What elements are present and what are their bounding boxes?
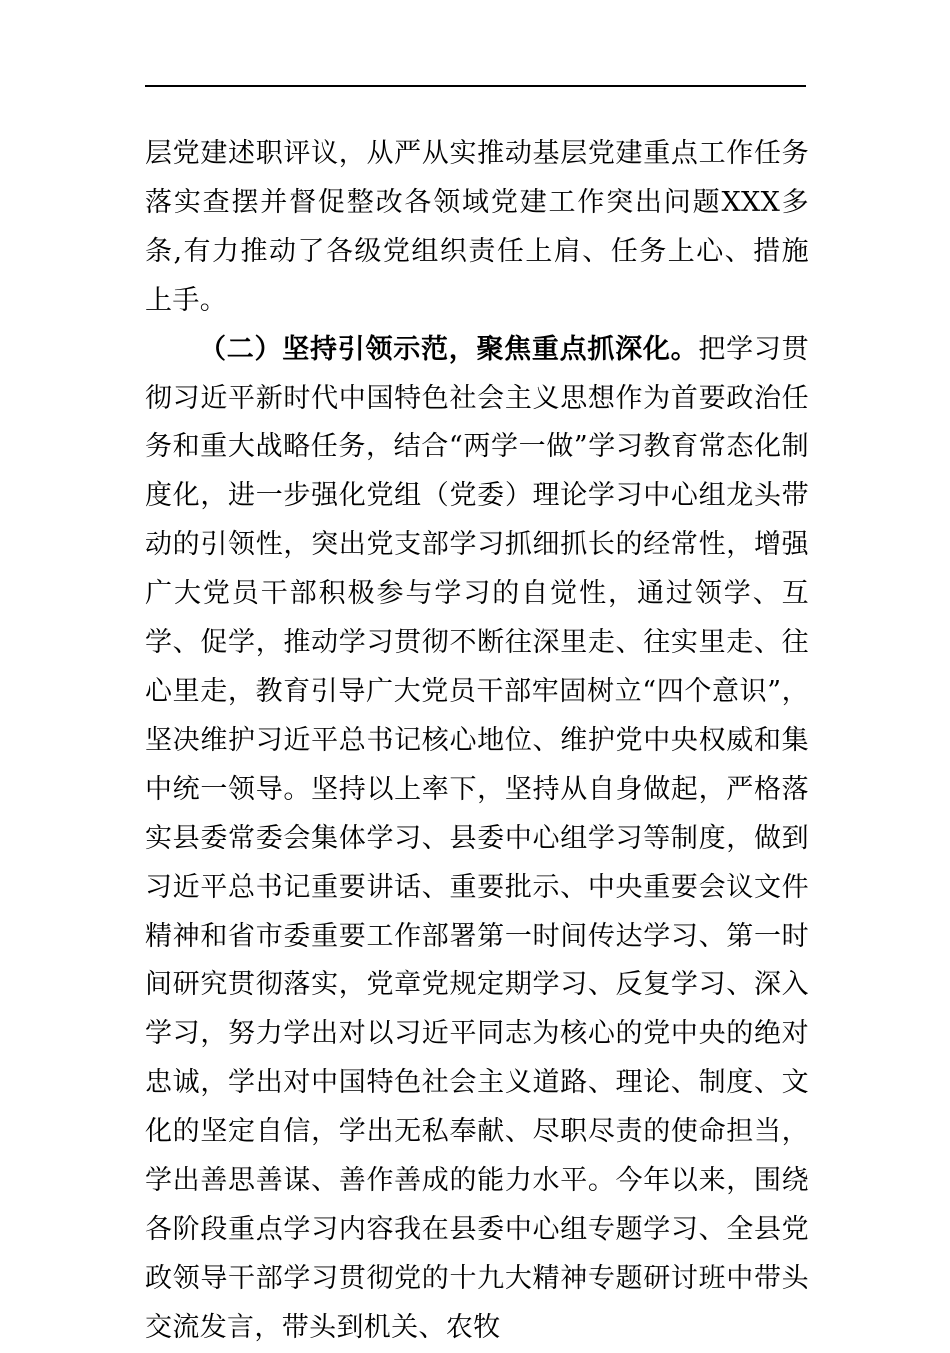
document-body [145,130,809,1353]
paragraph-section-two [145,326,809,1353]
header-rule [145,85,806,87]
paragraph-text: 把学习贯彻习近平新时代中国特色社会主义思想作为首要政治任务和重大战略任务，结合“两学一做”学习教育常态化制度化，进一步强化党组（党委）理论学习中心组龙头带动的引领性，突出党支部学习抓细抓长的经常性，增强广大党员干部积极参与学习的自觉性，通过领学、互学、促学，推动学习贯彻不断往深里走、往实里走、往心里走，教育引导广大党员干部牢固树立“四个意识”，坚决维护习近平总书记核心地位、维护党中央权威和集中统一领导。坚持以上率下，坚持从自身做起，严格落实县委常委会集体学习、县委中心组学习等制度，做到习近平总书记重要讲话、重要批示、中央重要会议文件精神和省市委重要工作部署第一时间传达学习、第一时间研究贯彻落实，党章党规定期学习、反复学习、深入学习，努力学出对以习近平同志为核心的党中央的绝对忠诚，学出对中国特色社会主义道路、理论、制度、文化的坚定自信，学出无私奉献、尽职尽责的使命担当，学出善思善谋、善作善成的能力水平。今年以来，围绕各阶段重点学习内容我在县委中心组专题学习、全县党政领导干部学习贯彻党的十九大精神专题研讨班中带头交流发言，带头到机关、农牧 [145,333,809,1343]
section-heading: （二）坚持引领示范，聚焦重点抓深化。 [199,333,699,365]
paragraph-continuation [145,130,809,326]
paragraph-text: 层党建述职评议，从严从实推动基层党建重点工作任务落实查摆并督促整改各领域党建工作突出问题XXX多条,有力推动了各级党组织责任上肩、任务上心、措施上手。 [145,138,809,316]
